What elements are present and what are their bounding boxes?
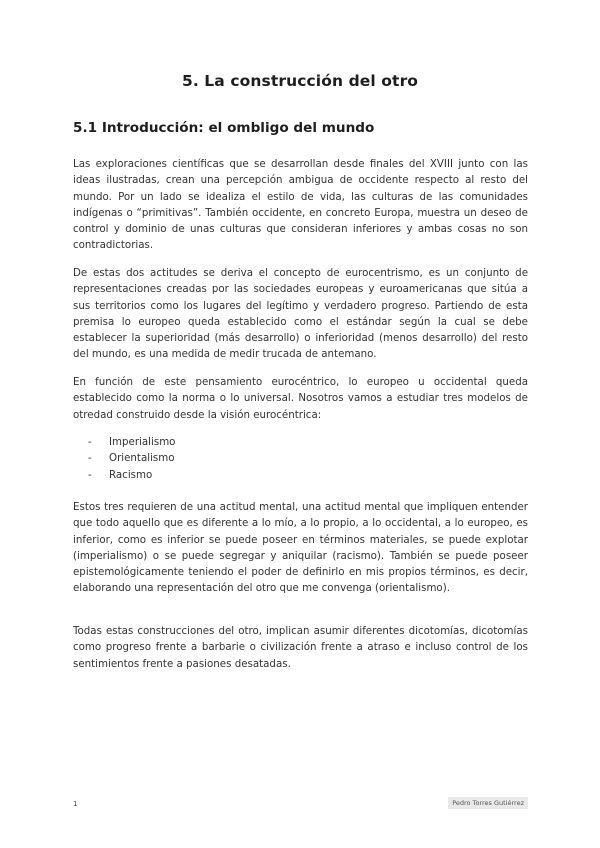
list-item [88, 434, 175, 450]
list-item-label: Orientalismo [109, 452, 175, 465]
page-title: 5. La construcción del otro [181, 72, 419, 90]
list-item-label: Imperialismo [109, 436, 176, 448]
paragraph-1: Las exploraciones científicas que se desarrollan desde finales del XVIII junto con las ideas ilustradas, crean una percepción ambigua de occidente respecto al resto del mundo. Por un lado se idealiza el estilo de vida, las culturas de las comunidades indígenas o “primitivas”. También occidente, en concreto Europa, muestra un deseo de control y dominio de unas culturas que consideran inferiores y ambas cosas no son contradictorias. [73, 158, 528, 252]
list-item [88, 467, 175, 483]
otherness-models-list [88, 434, 175, 483]
footer-page-number: 1 [73, 800, 78, 808]
paragraph-2: De estas dos actitudes se deriva el concepto de eurocentrismo, es un conjunto de representaciones creadas por las sociedades europeas y euroamericanas que sitúa a sus territorios como los lugares del legítimo y verdadero progreso. Partiendo de esta premisa lo europeo queda establecido como el estándar según la cual se debe establecer la superioridad (más desarrollo) o inferioridad (menos desarrollo) del resto del mundo, es una medida de medir trucada de antemano. [73, 267, 528, 361]
paragraph-3: En función de este pensamiento eurocéntrico, lo europeo u occidental queda establecido como la norma o lo universal. Nosotros vamos a estudiar tres modelos de otredad construido desde la visión eurocéntrica: [73, 376, 528, 421]
list-item-label: Racismo [109, 468, 153, 481]
footer-author: Pedro Torres Gutiérrez [448, 797, 528, 809]
list-bullet: - [88, 468, 92, 481]
section-heading: 5.1 Introducción: el ombligo del mundo [73, 120, 375, 136]
list-bullet: - [88, 452, 92, 465]
list-item [88, 450, 175, 466]
paragraph-5: Todas estas construcciones del otro, implican asumir diferentes dicotomías, dicotomías como progreso frente a barbarie o civilización frente a atraso e incluso control de los sentimientos frente a pasiones desatadas. [73, 625, 528, 670]
list-bullet: - [88, 436, 92, 448]
paragraph-4: Estos tres requieren de una actitud mental, una actitud mental que impliquen entender que todo aquello que es diferente a lo mío, a lo propio, a lo occidental, a lo europeo, es inferior, como es inferior se puede poseer en términos materiales, se puede explotar (imperialismo) o se puede segregar y aniquilar (racismo). También se puede poseer epistemológicamente teniendo el poder de definirlo en mis propios términos, es decir, elaborando una representación del otro que me convenga (orientalismo). [73, 501, 528, 595]
